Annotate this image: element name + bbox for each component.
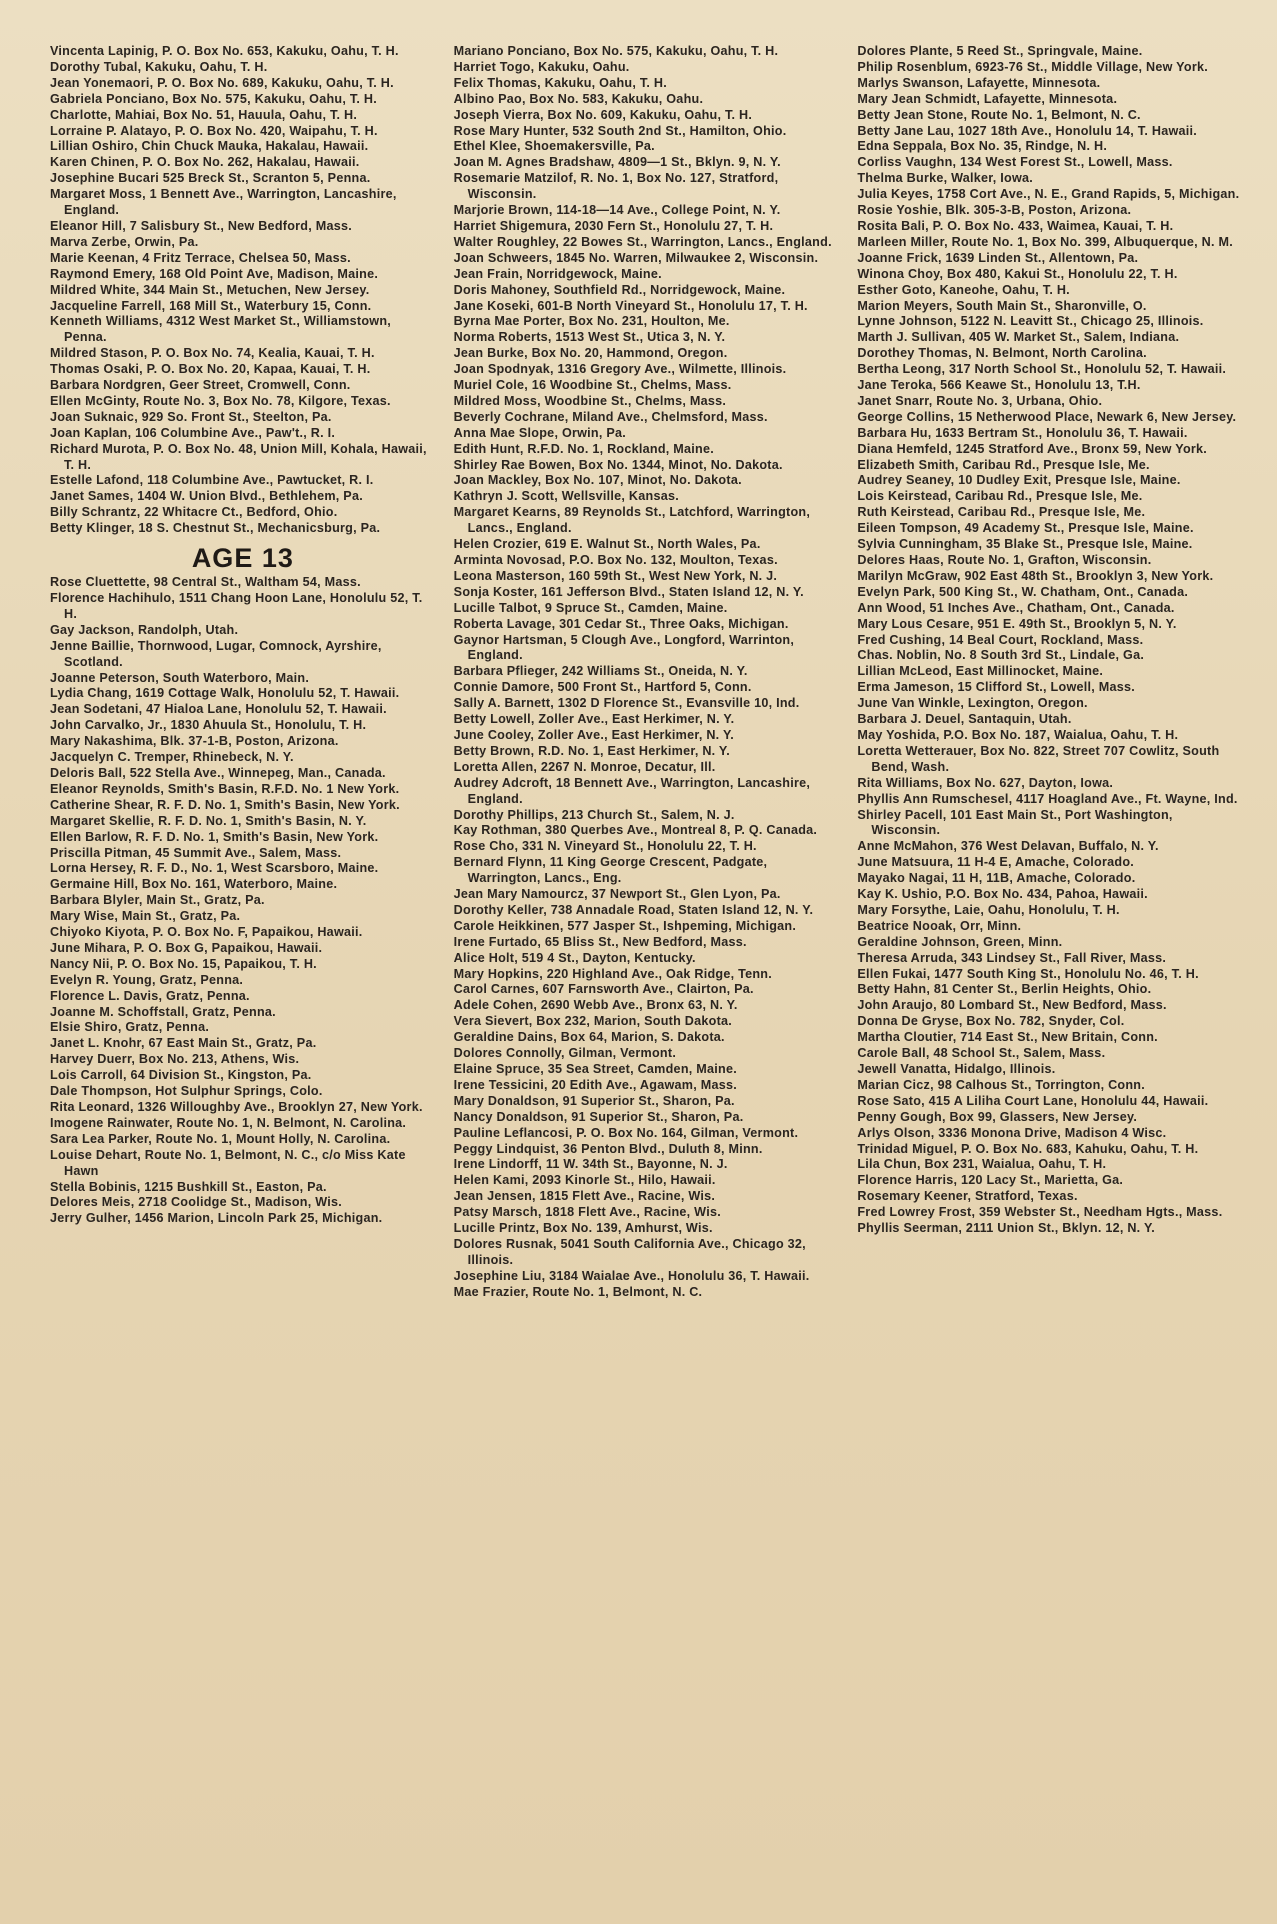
address-entry: Fred Lowrey Frost, 359 Webster St., Needham Hgts., Mass. [857,1205,1223,1220]
address-entry: Rosemarie Matzilof, R. No. 1, Box No. 127, Stratford, Wisconsin. [453,171,779,202]
address-entry: Barbara Nordgren, Geer Street, Cromwell, Conn. [50,378,351,393]
address-entry: Dolores Connolly, Gilman, Vermont. [453,1046,677,1061]
address-entry: Florence Harris, 120 Lacy St., Marietta, Ga. [857,1173,1124,1188]
address-entry: Jean Frain, Norridgewock, Maine. [453,266,662,281]
address-entry: Ellen Fukai, 1477 South King St., Honolulu No. 46, T. H. [857,966,1199,981]
address-entry: Connie Damore, 500 Front St., Hartford 5, Conn. [453,680,752,695]
address-entry: Lois Carroll, 64 Division St., Kingston, Pa. [50,1068,312,1083]
address-entry: Philip Rosenblum, 6923-76 St., Middle Village, New York. [857,59,1208,74]
address-entry: Imogene Rainwater, Route No. 1, N. Belmont, N. Carolina. [50,1115,407,1130]
address-entry: Lucille Talbot, 9 Spruce St., Camden, Maine. [453,600,728,615]
address-entry: Mayako Nagai, 11 H, 11B, Amache, Colorado. [857,871,1136,886]
address-entry: Albino Pao, Box No. 583, Kakuku, Oahu. [453,91,704,106]
address-entry: Rose Mary Hunter, 532 South 2nd St., Hamilton, Ohio. [453,123,787,138]
address-entry: Mary Lous Cesare, 951 E. 49th St., Brooklyn 5, N. Y. [857,616,1177,631]
address-entry: Mariano Ponciano, Box No. 575, Kakuku, Oahu, T. H. [453,44,779,58]
address-entry: Billy Schrantz, 22 Whitacre Ct., Bedford, Ohio. [50,505,338,520]
address-entry: Audrey Seaney, 10 Dudley Exit, Presque Isle, Maine. [857,473,1181,488]
address-entry: Walter Roughley, 22 Bowes St., Warrington, Lancs., England. [453,234,832,249]
address-entry: Geraldine Dains, Box 64, Marion, S. Dakota. [453,1030,725,1045]
address-entry: June Cooley, Zoller Ave., East Herkimer, N. Y. [453,727,734,742]
address-entry: George Collins, 15 Netherwood Place, Newark 6, New Jersey. [857,409,1237,424]
address-entry: Mary Jean Schmidt, Lafayette, Minnesota. [857,91,1118,106]
address-entry: Ellen Barlow, R. F. D. No. 1, Smith's Basin, New York. [50,829,379,844]
address-entry: Phyllis Seerman, 2111 Union St., Bklyn. 12, N. Y. [857,1221,1155,1236]
address-entry: Elsie Shiro, Gratz, Penna. [50,1020,210,1035]
address-entry: Jean Yonemaori, P. O. Box No. 689, Kakuku, Oahu, T. H. [50,75,394,90]
address-entry: Eleanor Reynolds, Smith's Basin, R.F.D. No. 1 New York. [50,781,400,796]
address-entry: Catherine Shear, R. F. D. No. 1, Smith's Basin, New York. [50,797,400,812]
address-entry: Lydia Chang, 1619 Cottage Walk, Honolulu 52, T. Hawaii. [50,686,400,701]
address-entry: Janet Sames, 1404 W. Union Blvd., Bethlehem, Pa. [50,489,363,504]
address-entry: Dolores Rusnak, 5041 South California Ave., Chicago 32, Illinois. [453,1236,806,1267]
address-entry: Muriel Cole, 16 Woodbine St., Chelms, Mass. [453,378,732,393]
address-entry: John Araujo, 80 Lombard St., New Bedford, Mass. [857,998,1167,1013]
address-entry: June Van Winkle, Lexington, Oregon. [857,696,1088,711]
address-entry: Joanne Frick, 1639 Linden St., Allentown, Pa. [857,250,1139,265]
address-entry: Harriet Shigemura, 2030 Fern St., Honolulu 27, T. H. [453,218,774,233]
address-entry: Joanne Peterson, South Waterboro, Main. [50,670,310,685]
address-entry: Florence L. Davis, Gratz, Penna. [50,988,250,1003]
address-entry: Priscilla Pitman, 45 Summit Ave., Salem, Mass. [50,845,342,860]
address-entry: Janet L. Knohr, 67 East Main St., Gratz, Pa. [50,1036,317,1051]
address-entry: Arminta Novosad, P.O. Box No. 132, Moulton, Texas. [453,553,778,567]
address-entry: Joan Spodnyak, 1316 Gregory Ave., Wilmette, Illinois. [453,362,787,377]
address-entry: Loretta Allen, 2267 N. Monroe, Decatur, Ill. [453,759,716,774]
address-entry: Jean Burke, Box No. 20, Hammond, Oregon. [453,346,728,361]
address-entry: Margaret Skellie, R. F. D. No. 1, Smith's Basin, N. Y. [50,813,367,828]
address-entry: Sara Lea Parker, Route No. 1, Mount Holly, N. Carolina. [50,1131,391,1146]
address-entry: Chiyoko Kiyota, P. O. Box No. F, Papaikou, Hawaii. [50,925,363,940]
address-entry: Rita Williams, Box No. 627, Dayton, Iowa. [857,775,1114,790]
address-entry: Erma Jameson, 15 Clifford St., Lowell, Mass. [857,680,1135,695]
address-entry: Helen Crozier, 619 E. Walnut St., North Wales, Pa. [453,537,761,552]
address-entry: Gabriela Ponciano, Box No. 575, Kakuku, Oahu, T. H. [50,91,377,106]
address-entry: Mary Forsythe, Laie, Oahu, Honolulu, T. H. [857,902,1120,917]
address-entry: Jean Jensen, 1815 Flett Ave., Racine, Wis. [453,1189,716,1204]
address-entry: Ruth Keirstead, Caribau Rd., Presque Isle, Me. [857,505,1146,520]
address-entry: Evelyn Park, 500 King St., W. Chatham, Ont., Canada. [857,584,1189,599]
address-entry: Beatrice Nooak, Orr, Minn. [857,918,1022,933]
address-entry: Lillian McLeod, East Millinocket, Maine. [857,664,1104,679]
address-entry: Evelyn R. Young, Gratz, Penna. [50,972,244,987]
address-entry: Betty Jean Stone, Route No. 1, Belmont, N. C. [857,107,1141,122]
address-entry: Alice Holt, 519 4 St., Dayton, Kentucky. [453,950,696,965]
address-entry: Marion Meyers, South Main St., Sharonville, O. [857,298,1147,313]
address-entry: Diana Hemfeld, 1245 Stratford Ave., Bronx 59, New York. [857,441,1208,456]
address-entry: June Matsuura, 11 H-4 E, Amache, Colorado. [857,855,1135,870]
address-entry: Florence Hachihulo, 1511 Chang Hoon Lane, Honolulu 52, T. H. [50,591,423,621]
address-entry: Betty Jane Lau, 1027 18th Ave., Honolulu 14, T. Hawaii. [857,123,1197,138]
address-entry: Joan Mackley, Box No. 107, Minot, No. Dakota. [453,473,742,488]
address-entry: Mary Wise, Main St., Gratz, Pa. [50,909,241,924]
address-entry: Shirley Pacell, 101 East Main St., Port Washington, Wisconsin. [857,807,1173,838]
address-entry: Jacquelyn C. Tremper, Rhinebeck, N. Y. [50,750,294,765]
address-entry: Mary Donaldson, 91 Superior St., Sharon, Pa. [453,1093,735,1108]
address-entry: Geraldine Johnson, Green, Minn. [857,934,1063,949]
address-entry: Penny Gough, Box 99, Glassers, New Jersey. [857,1109,1138,1124]
address-entry: Josephine Liu, 3184 Waialae Ave., Honolulu 36, T. Hawaii. [453,1268,810,1283]
address-entry: Sally A. Barnett, 1302 D Florence St., Evansville 10, Ind. [453,696,800,711]
address-entry: Roberta Lavage, 301 Cedar St., Three Oaks, Michigan. [453,616,789,631]
address-entry: Peggy Lindquist, 36 Penton Blvd., Duluth 8, Minn. [453,1141,763,1156]
address-entry: Vincenta Lapinig, P. O. Box No. 653, Kakuku, Oahu, T. H. [50,44,399,58]
address-entry: Marva Zerbe, Orwin, Pa. [50,234,199,249]
address-entry: Joan Suknaic, 929 So. Front St., Steelton, Pa. [50,409,332,424]
address-entry: Richard Murota, P. O. Box No. 48, Union Mill, Kohala, Hawaii, T. H. [50,441,427,472]
address-entry: Marian Cicz, 98 Calhous St., Torrington, Conn. [857,1077,1145,1092]
address-entry: Adele Cohen, 2690 Webb Ave., Bronx 63, N. Y. [453,998,738,1013]
address-entry: Margaret Kearns, 89 Reynolds St., Latchford, Warrington, Lancs., England. [453,505,811,536]
address-entry: Joan M. Agnes Bradshaw, 4809—1 St., Bklyn. 9, N. Y. [453,155,781,170]
address-entry: Irene Furtado, 65 Bliss St., New Bedford, Mass. [453,934,747,949]
address-entry: Betty Brown, R.D. No. 1, East Herkimer, N. Y. [453,743,730,758]
address-entry: Ethel Klee, Shoemakersville, Pa. [453,139,655,154]
address-entry: Lucille Printz, Box No. 139, Amhurst, Wis. [453,1221,713,1236]
address-entry: Rose Cho, 331 N. Vineyard St., Honolulu 22, T. H. [453,839,757,854]
address-entry: Jenne Baillie, Thornwood, Lugar, Comnock, Ayrshire, Scotland. [50,638,382,669]
address-entry: Irene Tessicini, 20 Edith Ave., Agawam, Mass. [453,1077,737,1092]
column-1 [50,44,436,1904]
address-entry: Carole Ball, 48 School St., Salem, Mass. [857,1046,1106,1061]
address-entry: Gay Jackson, Randolph, Utah. [50,622,239,637]
address-entry: Sylvia Cunningham, 35 Blake St., Presque Isle, Maine. [857,537,1193,552]
address-entry: Jane Koseki, 601-B North Vineyard St., Honolulu 17, T. H. [453,298,808,313]
address-entry: Rosita Bali, P. O. Box No. 433, Waimea, Kauai, T. H. [857,218,1174,233]
address-entry: Phyllis Ann Rumschesel, 4117 Hoagland Ave., Ft. Wayne, Ind. [857,791,1238,806]
address-entry: Chas. Noblin, No. 8 South 3rd St., Lindale, Ga. [857,648,1145,663]
address-entry: Nancy Nii, P. O. Box No. 15, Papaikou, T. H. [50,956,317,971]
address-entry: Deloris Ball, 522 Stella Ave., Winnepeg, Man., Canada. [50,765,386,780]
address-entry: Mae Frazier, Route No. 1, Belmont, N. C. [453,1284,703,1299]
address-entry: Delores Haas, Route No. 1, Grafton, Wisconsin. [857,553,1152,567]
address-entry: Ellen McGinty, Route No. 3, Box No. 78, Kilgore, Texas. [50,393,391,408]
address-entry: June Mihara, P. O. Box G, Papaikou, Hawaii. [50,940,323,955]
address-entry: Jewell Vanatta, Hidalgo, Illinois. [857,1062,1056,1076]
address-entry: Marlys Swanson, Lafayette, Minnesota. [857,75,1101,90]
address-entry: Jean Mary Namourcz, 37 Newport St., Glen Lyon, Pa. [453,887,781,902]
address-entry: Bernard Flynn, 11 King George Crescent, Padgate, Warrington, Lancs., Eng. [453,855,768,886]
address-entry: Lorraine P. Alatayo, P. O. Box No. 420, Waipahu, T. H. [50,123,378,138]
age-heading: AGE 13 [191,543,294,574]
address-entry: Dorothy Tubal, Kakuku, Oahu, T. H. [50,59,268,74]
address-entry: Pauline Leflancosi, P. O. Box No. 164, Gilman, Vermont. [453,1125,799,1140]
address-entry: Julia Keyes, 1758 Cort Ave., N. E., Grand Rapids, 5, Michigan. [857,187,1240,202]
address-entry: Kenneth Williams, 4312 West Market St., Williamstown, Penna. [50,314,392,345]
address-entry: Margaret Moss, 1 Bennett Ave., Warrington, Lancashire, England. [50,187,397,218]
address-entry: Fred Cushing, 14 Beal Court, Rockland, Mass. [857,632,1144,647]
address-entry: Rose Sato, 415 A Liliha Court Lane, Honolulu 44, Hawaii. [857,1093,1209,1108]
address-entry: Marjorie Brown, 114-18—14 Ave., College Point, N. Y. [453,203,781,218]
address-entry: Carol Carnes, 607 Farnsworth Ave., Clairton, Pa. [453,982,754,997]
address-entry: Jacqueline Farrell, 168 Mill St., Waterbury 15, Conn. [50,298,372,313]
address-entry: Loretta Wetterauer, Box No. 822, Street 707 Cowlitz, South Bend, Wash. [857,743,1220,774]
address-entry: Charlotte, Mahiai, Box No. 51, Hauula, Oahu, T. H. [50,107,358,122]
address-entry: Thelma Burke, Walker, Iowa. [857,171,1034,186]
address-entry: Betty Hahn, 81 Center St., Berlin Heights, Ohio. [857,982,1152,997]
address-entry: Josephine Bucari 525 Breck St., Scranton 5, Penna. [50,171,371,186]
address-entry: Harriet Togo, Kakuku, Oahu. [453,59,630,74]
address-entry: Janet Snarr, Route No. 3, Urbana, Ohio. [857,393,1103,408]
column-2 [454,44,840,1904]
address-entry: Mildred White, 344 Main St., Metuchen, New Jersey. [50,282,370,297]
address-entry: Marilyn McGraw, 902 East 48th St., Brooklyn 3, New York. [857,568,1214,583]
address-entry: Mildred Moss, Woodbine St., Chelms, Mass. [453,393,727,408]
address-entry: Kay Rothman, 380 Querbes Ave., Montreal 8, P. Q. Canada. [453,823,818,838]
address-entry: Anna Mae Slope, Orwin, Pa. [453,425,627,440]
address-entry: Rose Cluettette, 98 Central St., Waltham 54, Mass. [50,575,361,590]
address-entry: Dorothy Phillips, 213 Church St., Salem, N. J. [453,807,735,822]
address-entry: Esther Goto, Kaneohe, Oahu, T. H. [857,282,1070,297]
address-entry: May Yoshida, P.O. Box No. 187, Waialua, Oahu, T. H. [857,727,1179,742]
address-entry: Irene Lindorff, 11 W. 34th St., Bayonne, N. J. [453,1157,728,1172]
address-entry: Nancy Donaldson, 91 Superior St., Sharon, Pa. [453,1109,744,1124]
address-entry: Mary Hopkins, 220 Highland Ave., Oak Ridge, Tenn. [453,966,772,981]
address-entry: Elizabeth Smith, Caribau Rd., Presque Isle, Me. [857,457,1150,472]
address-entry: Jane Teroka, 566 Keawe St., Honolulu 13, T.H. [857,378,1141,393]
address-entry: John Carvalko, Jr., 1830 Ahuula St., Honolulu, T. H. [50,718,367,733]
address-entry: Byrna Mae Porter, Box No. 231, Houlton, Me. [453,314,730,329]
address-entry: Leona Masterson, 160 59th St., West New York, N. J. [453,568,778,583]
address-entry: Germaine Hill, Box No. 161, Waterboro, Maine. [50,877,338,892]
address-entry: Vera Sievert, Box 232, Marion, South Dakota. [453,1014,733,1029]
address-entry: Doris Mahoney, Southfield Rd., Norridgewock, Maine. [453,282,786,297]
address-entry: Martha Cloutier, 714 East St., New Britain, Conn. [857,1030,1158,1045]
address-entry: Lorna Hersey, R. F. D., No. 1, West Scarsboro, Maine. [50,861,379,876]
address-entry: Jerry Gulher, 1456 Marion, Lincoln Park 25, Michigan. [50,1211,383,1226]
address-entry: Karen Chinen, P. O. Box No. 262, Hakalau, Hawaii. [50,155,360,170]
address-entry: Dorothy Keller, 738 Annadale Road, Staten Island 12, N. Y. [453,902,814,917]
address-entry: Estelle Lafond, 118 Columbine Ave., Pawtucket, R. I. [50,473,374,488]
address-entry: Lila Chun, Box 231, Waialua, Oahu, T. H. [857,1157,1107,1172]
address-entry: Rosie Yoshie, Blk. 305-3-B, Poston, Arizona. [857,203,1132,218]
address-entry: Jean Sodetani, 47 Hialoa Lane, Honolulu 52, T. Hawaii. [50,702,387,717]
address-entry: Mildred Stason, P. O. Box No. 74, Kealia, Kauai, T. H. [50,346,375,361]
address-entry: Donna De Gryse, Box No. 782, Snyder, Col. [857,1014,1125,1029]
address-entry: Lillian Oshiro, Chin Chuck Mauka, Hakalau, Hawaii. [50,139,369,154]
address-entry: Shirley Rae Bowen, Box No. 1344, Minot, No. Dakota. [453,457,783,472]
address-entry: Rita Leonard, 1326 Willoughby Ave., Brooklyn 27, New York. [50,1100,423,1114]
address-entry: Joseph Vierra, Box No. 609, Kakuku, Oahu, T. H. [453,107,753,122]
address-entry: Gaynor Hartsman, 5 Clough Ave., Longford, Warrinton, England. [453,632,795,663]
address-entry: Arlys Olson, 3336 Monona Drive, Madison 4 Wisc. [857,1125,1167,1140]
address-entry: Stella Bobinis, 1215 Bushkill St., Easton, Pa. [50,1179,327,1194]
column-3 [857,44,1243,1904]
address-entry: Dorothey Thomas, N. Belmont, North Carolina. [857,346,1147,361]
address-entry: Felix Thomas, Kakuku, Oahu, T. H. [453,75,667,90]
address-entry: Patsy Marsch, 1818 Flett Ave., Racine, Wis. [453,1205,721,1220]
address-entry: Carole Heikkinen, 577 Jasper St., Ishpeming, Michigan. [453,918,797,933]
address-entry: Raymond Emery, 168 Old Point Ave, Madison, Maine. [50,266,379,281]
address-entry: Sonja Koster, 161 Jefferson Blvd., Staten Island 12, N. Y. [453,584,804,599]
address-entry: Dolores Plante, 5 Reed St., Springvale, Maine. [857,44,1143,58]
address-entry: Joanne M. Schoffstall, Gratz, Penna. [50,1004,276,1019]
address-entry: Ann Wood, 51 Inches Ave., Chatham, Ont., Canada. [857,600,1175,615]
address-entry: Audrey Adcroft, 18 Bennett Ave., Warrington, Lancashire, England. [453,775,811,806]
address-entry: Joan Kaplan, 106 Columbine Ave., Paw't., R. I. [50,425,336,440]
address-entry: Rosemary Keener, Stratford, Texas. [857,1189,1078,1204]
address-entry: Barbara Blyler, Main St., Gratz, Pa. [50,893,265,908]
address-entry: Edna Seppala, Box No. 35, Rindge, N. H. [857,139,1108,154]
address-entry: Betty Klinger, 18 S. Chestnut St., Mechanicsburg, Pa. [50,521,381,536]
address-entry: Louise Dehart, Route No. 1, Belmont, N. C., c/o Miss Kate Hawn [50,1147,406,1178]
address-entry: Kathryn J. Scott, Wellsville, Kansas. [453,489,679,504]
address-entry: Eleanor Hill, 7 Salisbury St., New Bedford, Mass. [50,218,352,233]
address-entry: Winona Choy, Box 480, Kakui St., Honolulu 22, T. H. [857,266,1178,281]
address-entry: Marleen Miller, Route No. 1, Box No. 399, Albuquerque, N. M. [857,234,1233,249]
address-entry: Mary Nakashima, Blk. 37-1-B, Poston, Arizona. [50,734,339,749]
address-entry: Kay K. Ushio, P.O. Box No. 434, Pahoa, Hawaii. [857,887,1148,902]
address-entry: Bertha Leong, 317 North School St., Honolulu 52, T. Hawaii. [857,362,1227,377]
address-entry: Dale Thompson, Hot Sulphur Springs, Colo. [50,1084,323,1099]
address-entry: Lois Keirstead, Caribau Rd., Presque Isle, Me. [857,489,1143,504]
address-entry: Theresa Arruda, 343 Lindsey St., Fall River, Mass. [857,950,1167,965]
address-entry: Betty Lowell, Zoller Ave., East Herkimer, N. Y. [453,712,735,727]
address-entry: Marth J. Sullivan, 405 W. Market St., Salem, Indiana. [857,330,1180,345]
address-entry: Beverly Cochrane, Miland Ave., Chelmsford, Mass. [453,409,768,424]
address-entry: Helen Kami, 2093 Kinorle St., Hilo, Hawaii. [453,1173,716,1188]
address-entry: Barbara J. Deuel, Santaquin, Utah. [857,712,1072,727]
address-entry: Barbara Hu, 1633 Bertram St., Honolulu 36, T. Hawaii. [857,425,1188,440]
address-entry: Corliss Vaughn, 134 West Forest St., Lowell, Mass. [857,155,1173,170]
address-entry: Marie Keenan, 4 Fritz Terrace, Chelsea 50, Mass. [50,250,351,265]
address-entry: Elaine Spruce, 35 Sea Street, Camden, Maine. [453,1062,737,1076]
address-entry: Edith Hunt, R.F.D. No. 1, Rockland, Maine. [453,441,714,456]
address-entry: Barbara Pflieger, 242 Williams St., Oneida, N. Y. [453,664,748,679]
address-entry: Thomas Osaki, P. O. Box No. 20, Kapaa, Kauai, T. H. [50,362,371,377]
address-entry: Joan Schweers, 1845 No. Warren, Milwaukee 2, Wisconsin. [453,250,819,265]
address-entry: Harvey Duerr, Box No. 213, Athens, Wis. [50,1052,300,1067]
address-entry: Eileen Tompson, 49 Academy St., Presque Isle, Maine. [857,521,1194,536]
address-entry: Delores Meis, 2718 Coolidge St., Madison, Wis. [50,1195,343,1210]
address-entry: Trinidad Miguel, P. O. Box No. 683, Kahuku, Oahu, T. H. [857,1141,1199,1156]
address-entry: Anne McMahon, 376 West Delavan, Buffalo, N. Y. [857,839,1159,854]
address-entry: Lynne Johnson, 5122 N. Leavitt St., Chicago 25, Illinois. [857,314,1204,329]
address-entry: Norma Roberts, 1513 West St., Utica 3, N. Y. [453,330,726,345]
